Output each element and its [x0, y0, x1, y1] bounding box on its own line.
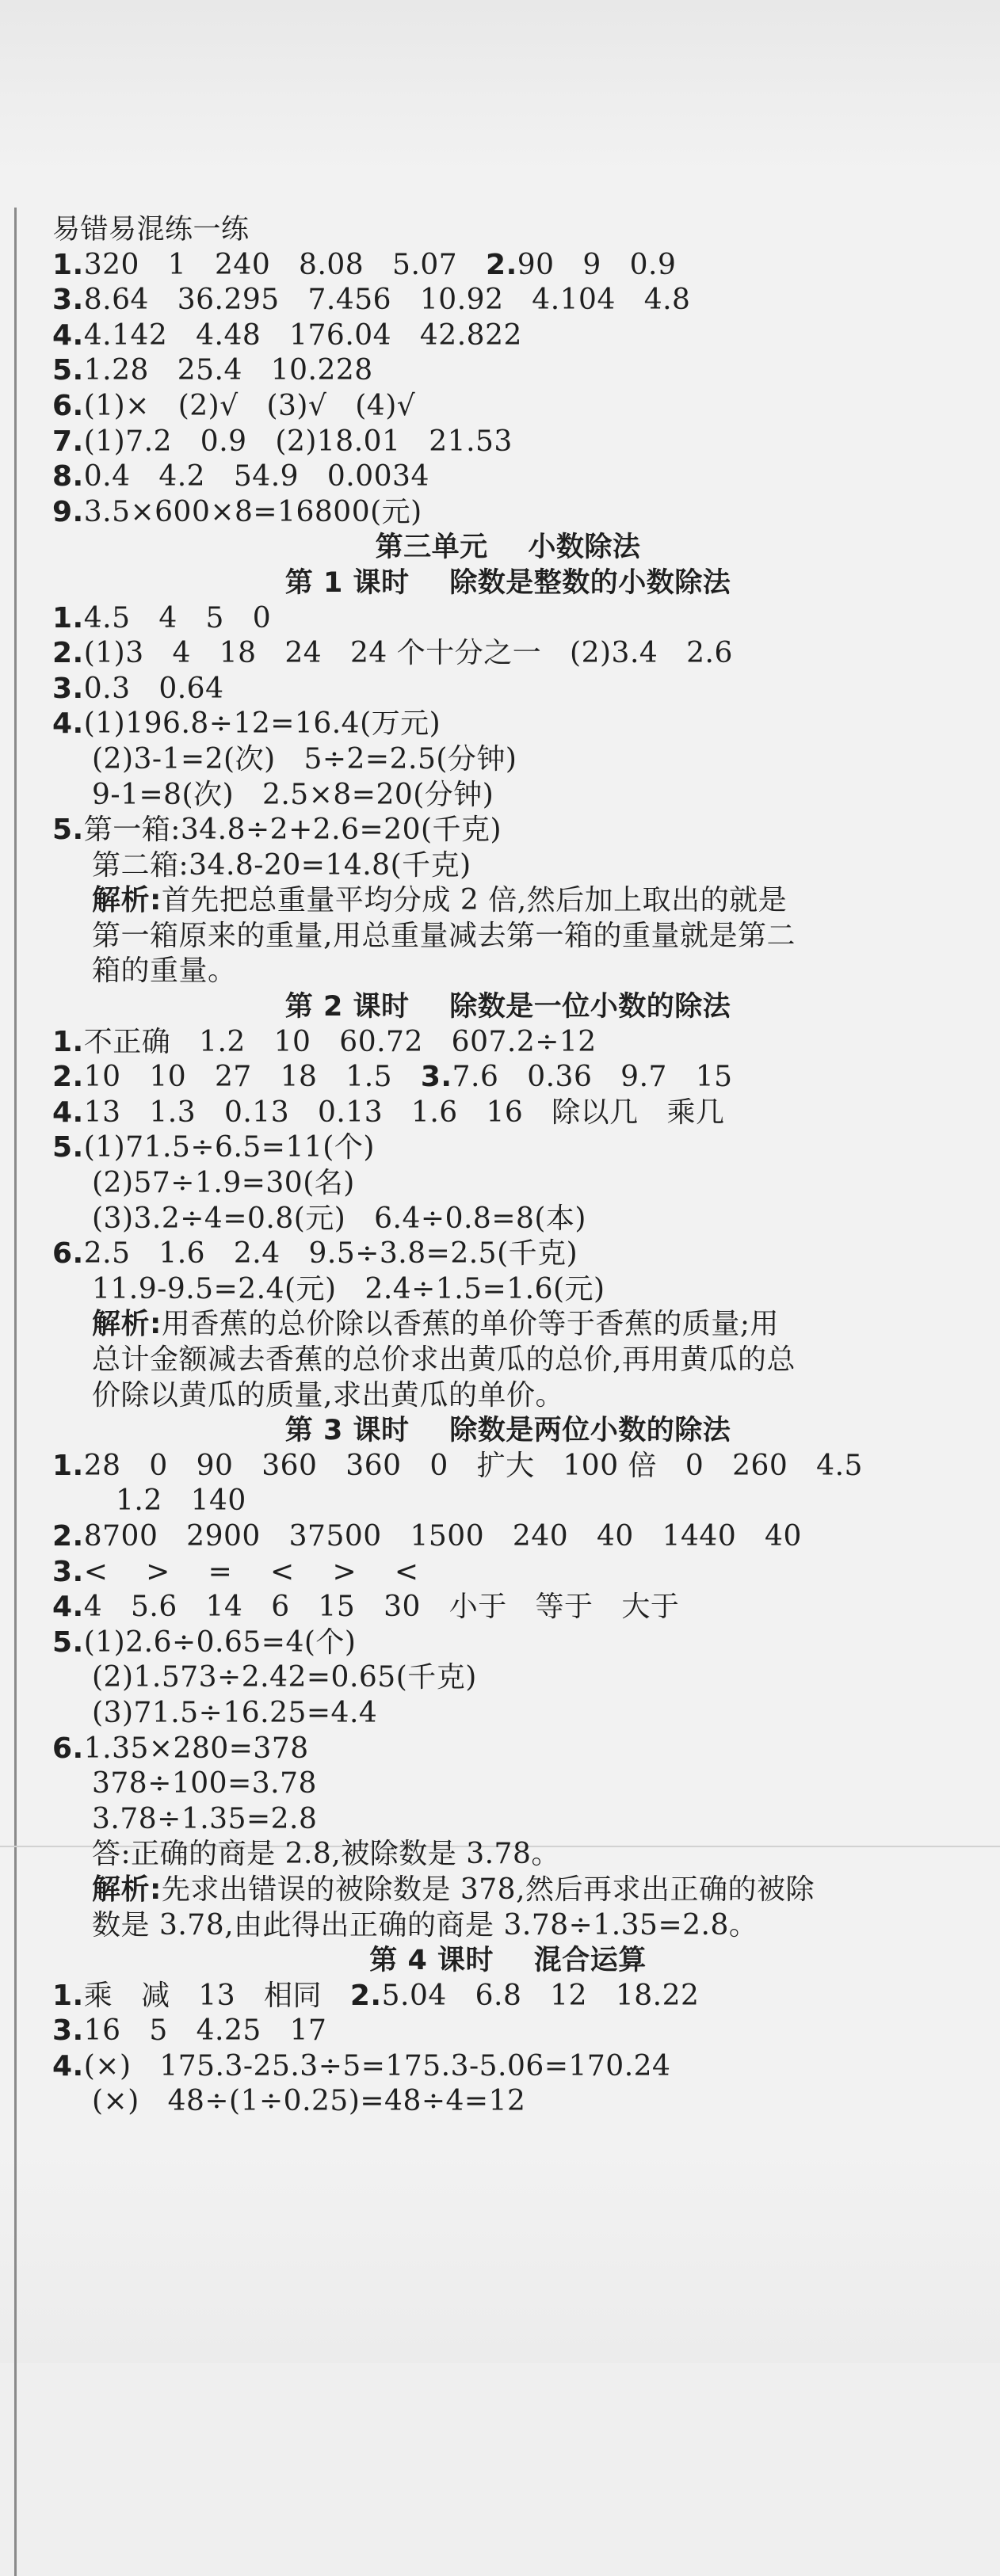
answer-item	[52, 707, 964, 742]
answer-text: < > = < > <	[83, 1555, 419, 1588]
answer-item	[52, 1625, 964, 1661]
answer-text: 1.35×280=378	[83, 1732, 309, 1765]
answer-text: 箱的重量。	[92, 955, 237, 988]
answer-text: (×) 48÷(1÷0.25)=48÷4=12	[92, 2085, 526, 2118]
answer-label: 4.	[52, 1096, 84, 1129]
answer-item	[52, 1519, 964, 1555]
answer-text: (2)57÷1.9=30(名)	[92, 1167, 355, 1200]
answer-text: 不正确 1.2 10 60.72 607.2÷12	[83, 1025, 597, 1058]
answer-continuation	[52, 1343, 964, 1378]
answer-text: 8700 2900 37500 1500 240 40 1440 40	[83, 1519, 802, 1553]
answer-continuation	[52, 1307, 964, 1343]
answer-text: 答:正确的商是 2.8,被除数是 3.78。	[92, 1838, 560, 1871]
answer-item	[52, 318, 964, 354]
answer-continuation	[52, 2084, 964, 2120]
answer-label: 1.	[52, 1979, 84, 2012]
answer-label: 5.	[52, 814, 84, 847]
answer-text: 价除以黄瓜的质量,求出黄瓜的单价。	[92, 1378, 564, 1412]
answer-continuation	[52, 1696, 964, 1732]
answer-item	[52, 2049, 964, 2085]
answer-label: 4.	[52, 318, 84, 352]
answer-label: 6.	[52, 1732, 84, 1765]
answer-label: 3.	[52, 672, 84, 705]
answer-continuation	[52, 778, 964, 814]
answer-continuation	[52, 848, 964, 884]
answer-text: 10 10 27 18 1.5	[83, 1061, 421, 1094]
answer-text: 0.3 0.64	[83, 672, 224, 705]
answer-text: 先求出错误的被除数是 378,然后再求出正确的被除	[161, 1873, 815, 1906]
answer-label: 4.	[52, 1591, 84, 1624]
answer-item	[52, 389, 964, 425]
answer-text: 320 1 240 8.08 5.07	[83, 248, 487, 281]
answer-label: 3.	[52, 284, 84, 317]
answer-item	[52, 1096, 964, 1131]
answer-continuation	[52, 1660, 964, 1696]
answer-item	[52, 636, 964, 672]
answer-item	[52, 2014, 964, 2049]
answer-label: 1.	[52, 601, 84, 634]
answer-text: 用香蕉的总价除以香蕉的单价等于香蕉的质量;用	[161, 1308, 780, 1341]
answer-text: (×) 175.3-25.3÷5=175.3-5.06=170.24	[83, 2049, 671, 2083]
answer-item	[52, 601, 964, 637]
section-heading: 第 1 课时 除数是整数的小数除法	[284, 566, 731, 599]
answer-text: (2)3-1=2(次) 5÷2=2.5(分钟)	[92, 742, 517, 775]
answer-continuation	[52, 1202, 964, 1237]
section-heading: 第 2 课时 除数是一位小数的除法	[284, 991, 731, 1023]
answer-text: 4.5 4 5 0	[83, 601, 272, 634]
answer-item	[52, 1590, 964, 1625]
answer-text: 第二箱:34.8-20=14.8(千克)	[92, 848, 471, 882]
answer-text: 乘 减 13 相同	[83, 1979, 350, 2012]
answer-label: 5.	[52, 1625, 84, 1659]
answer-text: (3)71.5÷16.25=4.4	[92, 1696, 378, 1729]
answer-item	[52, 1555, 964, 1591]
answer-label: 1.	[52, 1025, 84, 1058]
answer-item	[52, 459, 964, 495]
answer-text: 378÷100=3.78	[92, 1767, 317, 1801]
answer-text: 2.5 1.6 2.4 9.5÷3.8=2.5(千克)	[83, 1237, 578, 1271]
answer-label: 2.	[52, 637, 84, 670]
answer-text: 90 9 0.9	[517, 248, 677, 281]
answer-text: 28 0 90 360 360 0 扩大 100 倍 0 260 4.5	[83, 1449, 863, 1482]
answer-continuation	[52, 1873, 964, 1908]
answer-item	[52, 1449, 964, 1484]
answer-text: (1)3 4 18 24 24 个十分之一 (2)3.4 2.6	[83, 637, 733, 670]
answer-item	[52, 248, 964, 284]
answer-label: 3.	[420, 1061, 452, 1094]
answer-label: 4.	[52, 707, 84, 741]
answer-text: 8.64 36.295 7.456 10.92 4.104 4.8	[83, 284, 691, 317]
page-title: 易错易混练一练	[52, 214, 250, 246]
answer-text: (1)7.2 0.9 (2)18.01 21.53	[83, 425, 513, 458]
answer-item	[52, 1025, 964, 1061]
answer-text: 1.28 25.4 10.228	[83, 354, 373, 387]
answer-item	[52, 813, 964, 848]
answer-label: 9.	[52, 495, 84, 528]
answer-key-content	[52, 212, 964, 2120]
answer-text: 首先把总重量平均分成 2 倍,然后加上取出的就是	[161, 884, 788, 917]
answer-label: 5.	[52, 1131, 84, 1164]
answer-continuation	[52, 919, 964, 955]
answer-item	[52, 1130, 964, 1166]
answer-label: 2.	[486, 248, 517, 281]
answer-label: 解析:	[92, 884, 162, 917]
answer-continuation	[52, 1837, 964, 1873]
answer-text: (1)× (2)√ (3)√ (4)√	[83, 389, 416, 422]
answer-label: 7.	[52, 425, 84, 458]
answer-item	[52, 283, 964, 318]
answer-text: 9-1=8(次) 2.5×8=20(分钟)	[92, 778, 494, 811]
answer-label: 解析:	[92, 1873, 162, 1906]
answer-continuation	[52, 954, 964, 989]
answer-continuation	[52, 1378, 964, 1414]
section-heading: 第 4 课时 混合运算	[369, 1945, 647, 1977]
answer-text: 第一箱原来的重量,用总重量减去第一箱的重量就是第二	[92, 919, 796, 952]
section-heading: 第三单元 小数除法	[375, 532, 641, 564]
answer-text: 3.5×600×8=16800(元)	[83, 495, 422, 528]
answer-label: 5.	[52, 354, 84, 387]
answer-text: 5.04 6.8 12 18.22	[381, 1979, 700, 2012]
answer-label: 6.	[52, 389, 84, 422]
answer-text: 1.2 140	[116, 1484, 246, 1518]
answer-text: 13 1.3 0.13 0.13 1.6 16 除以几 乘几	[83, 1096, 725, 1129]
answer-text: 第一箱:34.8÷2+2.6=20(千克)	[83, 814, 502, 847]
answer-label: 1.	[52, 248, 84, 281]
answer-continuation	[52, 1272, 964, 1308]
section-heading: 第 3 课时 除数是两位小数的除法	[284, 1415, 731, 1447]
answer-continuation	[52, 1166, 964, 1202]
answer-item	[52, 1060, 964, 1096]
answer-item	[52, 495, 964, 531]
answer-item	[52, 1732, 964, 1767]
answer-text: 11.9-9.5=2.4(元) 2.4÷1.5=1.6(元)	[92, 1272, 605, 1305]
answer-continuation	[52, 1908, 964, 1944]
answer-label: 3.	[52, 1555, 84, 1588]
answer-text: 4 5.6 14 6 15 30 小于 等于 大于	[83, 1591, 680, 1624]
answer-label: 4.	[52, 2049, 84, 2083]
answer-text: 数是 3.78,由此得出正确的商是 3.78÷1.35=2.8。	[92, 1908, 758, 1942]
answer-label: 3.	[52, 2014, 84, 2048]
answer-text: 4.142 4.48 176.04 42.822	[83, 318, 522, 352]
answer-continuation	[52, 1766, 964, 1802]
answer-label: 8.	[52, 460, 84, 493]
answer-label: 解析:	[92, 1308, 162, 1341]
answer-text: 3.78÷1.35=2.8	[92, 1802, 318, 1835]
answer-text: (2)1.573÷2.42=0.65(千克)	[92, 1661, 477, 1694]
answer-label: 2.	[52, 1061, 84, 1094]
answer-text: 0.4 4.2 54.9 0.0034	[83, 460, 429, 493]
answer-continuation	[52, 1484, 964, 1519]
answer-text: (3)3.2÷4=0.8(元) 6.4÷0.8=8(本)	[92, 1202, 586, 1235]
answer-item	[52, 1237, 964, 1272]
answer-text: (1)2.6÷0.65=4(个)	[83, 1625, 357, 1659]
answer-item	[52, 672, 964, 707]
answer-label: 2.	[52, 1519, 84, 1553]
answer-label: 6.	[52, 1237, 84, 1271]
answer-item	[52, 353, 964, 389]
answer-text: 16 5 4.25 17	[83, 2014, 327, 2048]
answer-text: 总计金额减去香蕉的总价求出黄瓜的总价,再用黄瓜的总	[92, 1343, 796, 1376]
answer-continuation	[52, 1802, 964, 1838]
answer-continuation	[52, 883, 964, 919]
left-margin-rule	[14, 208, 17, 2576]
answer-continuation	[52, 742, 964, 778]
answer-item	[52, 1979, 964, 2014]
answer-item	[52, 425, 964, 460]
answer-text: (1)71.5÷6.5=11(个)	[83, 1131, 375, 1164]
answer-label: 2.	[349, 1979, 382, 2012]
answer-text: 7.6 0.36 9.7 15	[452, 1061, 733, 1094]
answer-label: 1.	[52, 1449, 84, 1482]
answer-text: (1)196.8÷12=16.4(万元)	[83, 707, 441, 741]
